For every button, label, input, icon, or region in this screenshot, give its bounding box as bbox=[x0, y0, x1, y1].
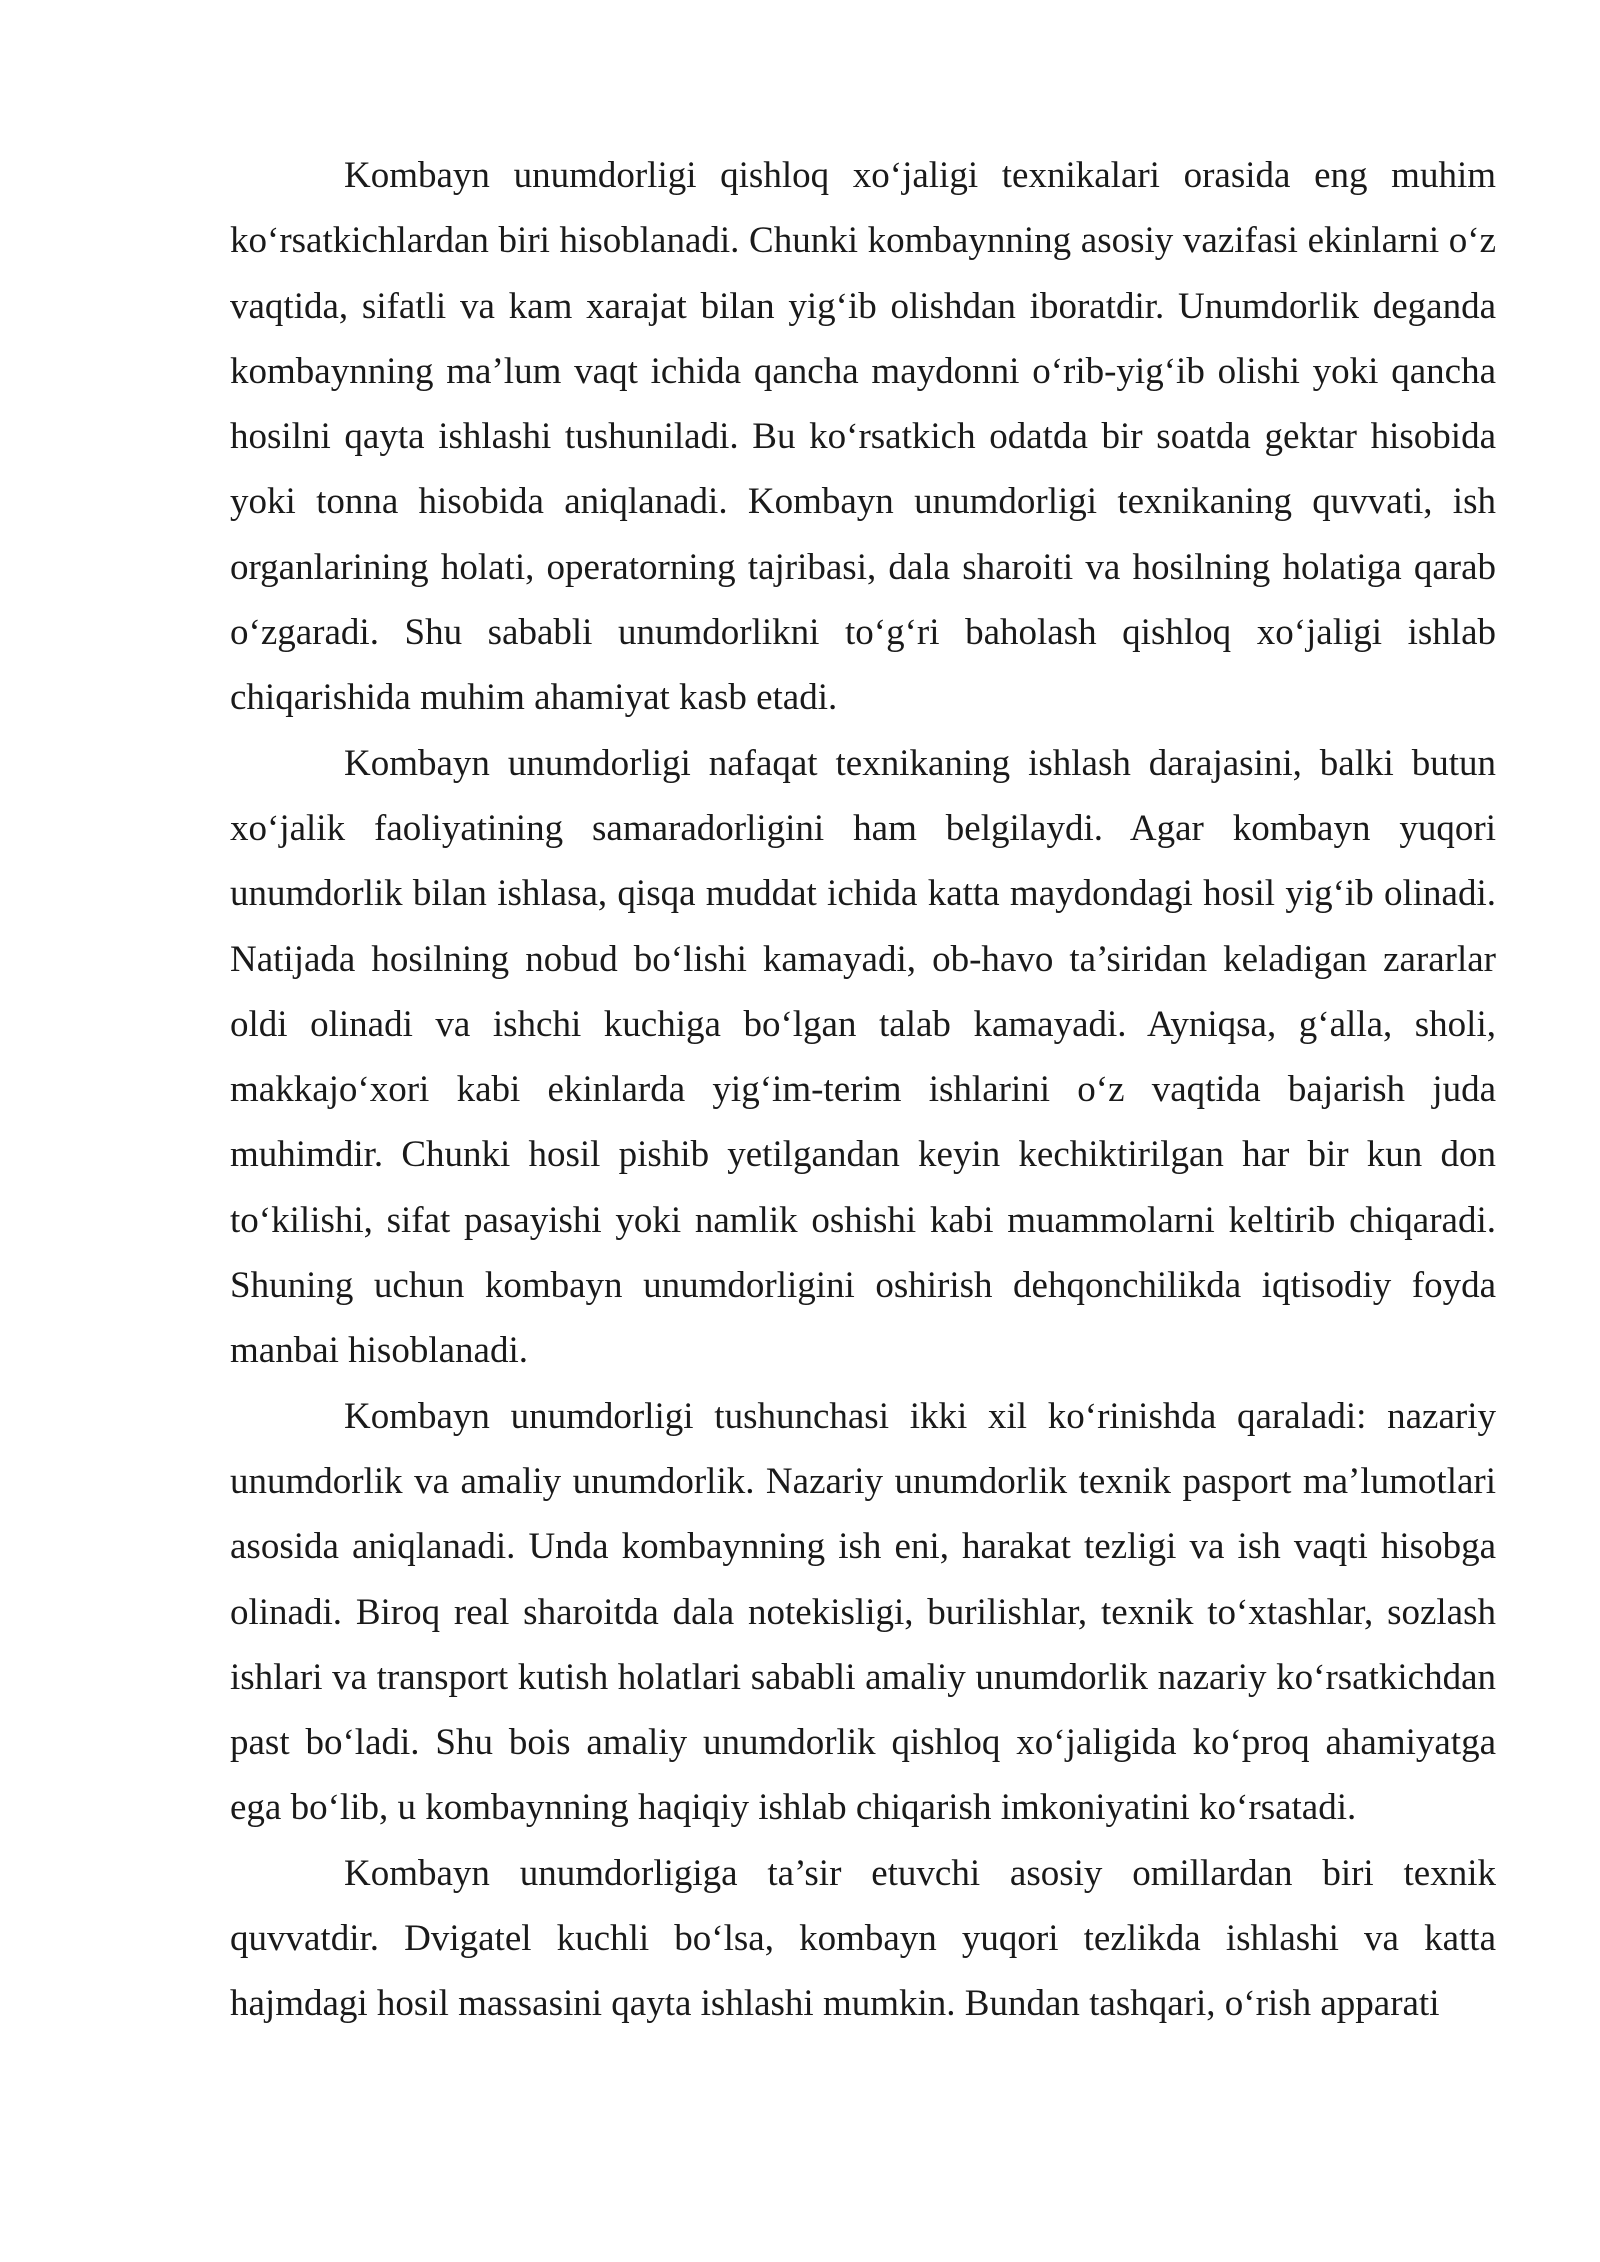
paragraph-3: Kombayn unumdorligi tushunchasi ikki xil ko‘rinishda qaraladi: nazariy unumdorlik va amaliy unumdorlik. Nazariy unumdorlik texnik pasport ma’lumotlari asosida aniqlanadi. Unda kombaynning ish eni, harakat tezligi va ish vaqti hisobga olinadi. Biroq real sharoitda dala notekisligi, burilishlar, texnik to‘xtashlar, sozlash ishlari va transport kutish holatlari sababli amaliy unumdorlik nazariy ko‘rsatkichdan past bo‘ladi. Shu bois amaliy unumdorlik qishloq xo‘jaligida ko‘proq ahamiyatga ega bo‘lib, u kombaynning haqiqiy ishlab chiqarish imkoniyatini ko‘rsatadi. bbox=[230, 1395, 1496, 1829]
paragraph-1: Kombayn unumdorligi qishloq xo‘jaligi texnikalari orasida eng muhim ko‘rsatkichlardan biri hisoblanadi. Chunki kombaynning asosiy vazifasi ekinlarni o‘z vaqtida, sifatli va kam xarajat bilan yig‘ib olishdan iboratdir. Unumdorlik deganda kombaynning ma’lum vaqt ichida qancha maydonni o‘rib-yig‘ib olishi yoki qancha hosilni qayta ishlashi tushuniladi. Bu ko‘rsatkich odatda bir soatda gektar hisobida yoki tonna hisobida aniqlanadi. Kombayn unumdorligi texnikaning quvvati, ish organlarining holati, operatorning tajribasi, dala sharoiti va hosilning holatiga qarab o‘zgaradi. Shu sababli unumdorlikni to‘g‘ri baholash qishloq xo‘jaligi ishlab chiqarishida muhim ahamiyat kasb etadi. bbox=[230, 155, 1496, 719]
paragraph-4: Kombayn unumdorligiga ta’sir etuvchi asosiy omillardan biri texnik quvvatdir. Dvigatel kuchli bo‘lsa, kombayn yuqori tezlikda ishlashi va katta hajmdagi hosil massasini qayta ishlashi mumkin. Bundan tashqari, o‘rish apparati bbox=[230, 1852, 1496, 2025]
document-body bbox=[230, 143, 1496, 2037]
paragraph-2: Kombayn unumdorligi nafaqat texnikaning ishlash darajasini, balki butun xo‘jalik faoliyatining samaradorligini ham belgilaydi. Agar kombayn yuqori unumdorlik bilan ishlasa, qisqa muddat ichida katta maydondagi hosil yig‘ib olinadi. Natijada hosilning nobud bo‘lishi kamayadi, ob-havo ta’siridan keladigan zararlar oldi olinadi va ishchi kuchiga bo‘lgan talab kamayadi. Ayniqsa, g‘alla, sholi, makkajo‘xori kabi ekinlarda yig‘im-terim ishlarini o‘z vaqtida bajarish juda muhimdir. Chunki hosil pishib yetilgandan keyin kechiktirilgan har bir kun don to‘kilishi, sifat pasayishi yoki namlik oshishi kabi muammolarni keltirib chiqaradi. Shuning uchun kombayn unumdorligini oshirish dehqonchilikda iqtisodiy foyda manbai hisoblanadi. bbox=[230, 742, 1496, 1372]
